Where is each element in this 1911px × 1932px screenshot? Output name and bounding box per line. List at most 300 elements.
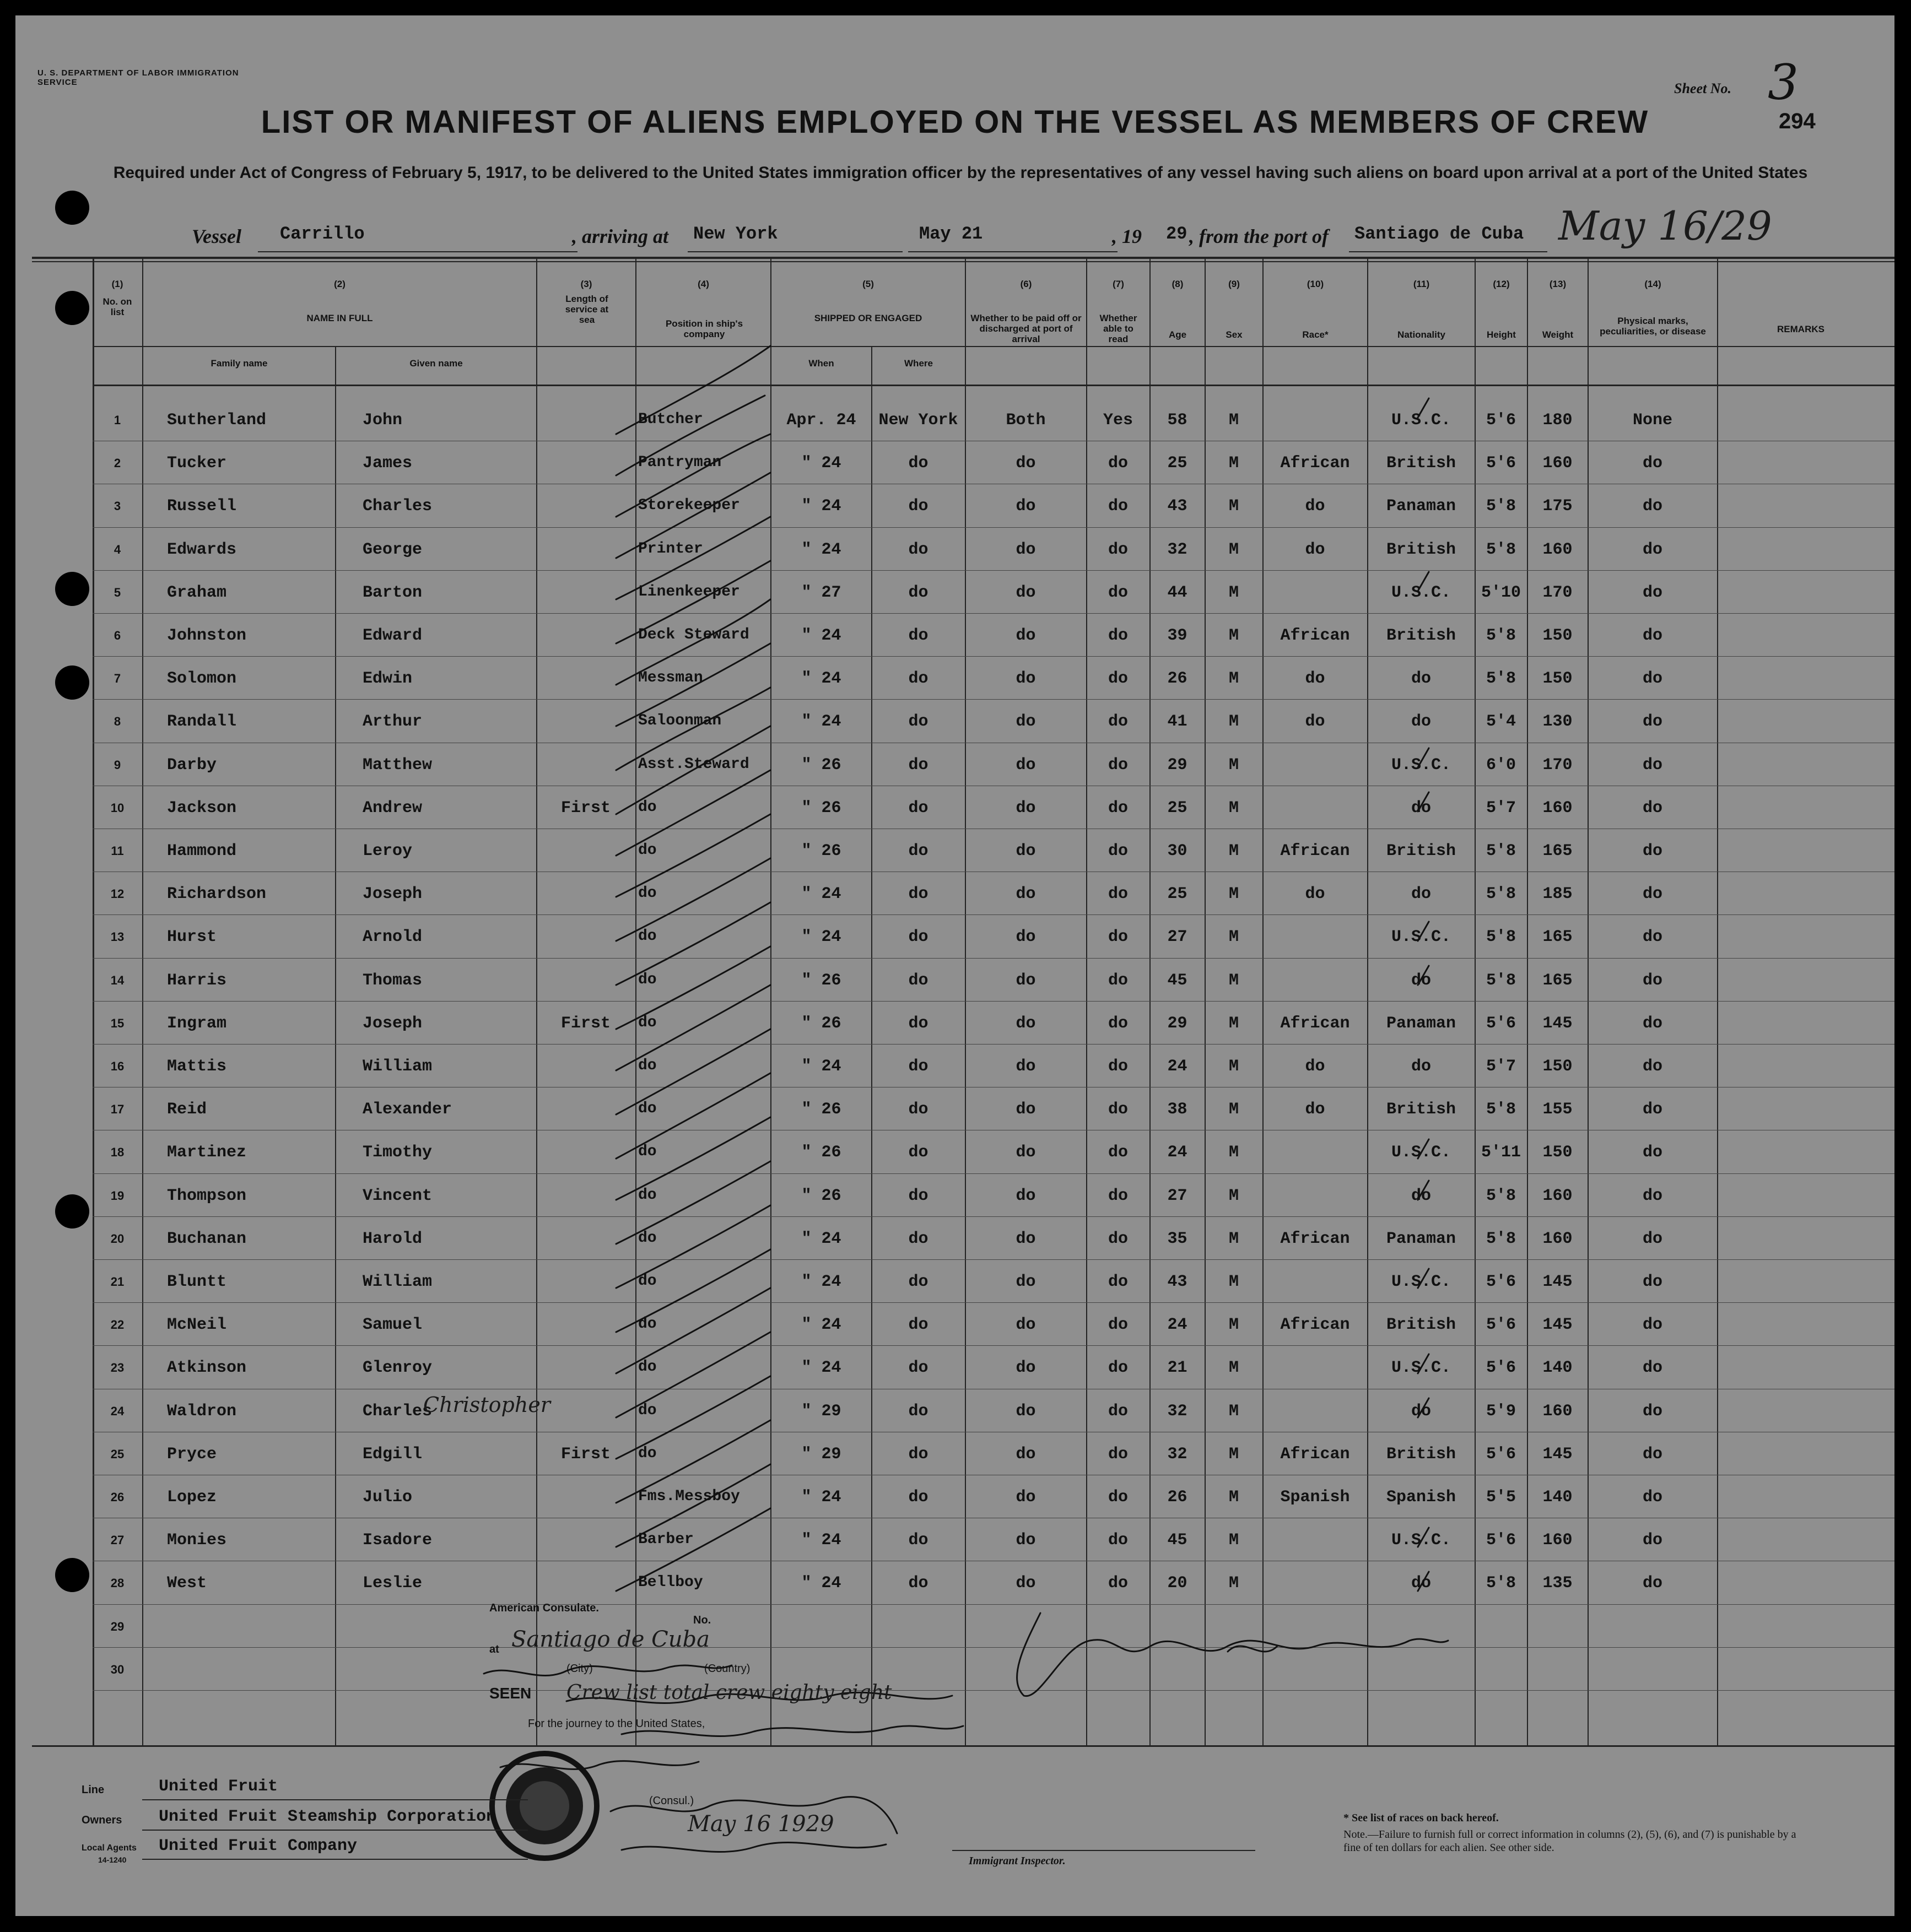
cell-family: Monies <box>167 1531 227 1550</box>
cell-position: do <box>638 885 657 902</box>
col3-header: Length of service at sea <box>565 294 609 325</box>
cell-family: Russell <box>167 497 237 516</box>
cell-given: Edward <box>363 626 423 645</box>
cell-read: do <box>1108 798 1128 818</box>
cell-when: " 26 <box>801 1100 841 1119</box>
cell-height: 5'8 <box>1486 626 1516 645</box>
cell-position: do <box>638 928 657 945</box>
cell-age: 25 <box>1167 885 1187 904</box>
row-number: 11 <box>111 844 124 858</box>
cell-age: 27 <box>1167 1186 1187 1205</box>
cell-position: Fms.Messboy <box>638 1488 740 1505</box>
cell-position: Printer <box>638 540 703 558</box>
cell-position: do <box>638 1359 657 1376</box>
cell-where: do <box>908 712 928 732</box>
cell-weight: 155 <box>1542 1100 1573 1119</box>
cell-where: do <box>908 755 928 775</box>
cell-when: " 24 <box>801 1316 841 1335</box>
cell-height: 5'6 <box>1486 411 1516 430</box>
col11-header: Nationality <box>1397 329 1445 340</box>
cell-paid: do <box>1016 1316 1036 1335</box>
row-number: 29 <box>110 1619 125 1633</box>
cell-paid: do <box>1016 712 1036 732</box>
col14-header: Physical marks, peculiarities, or disease <box>1600 316 1706 337</box>
cell-when: " 24 <box>801 1574 841 1593</box>
cell-nationality: do <box>1411 798 1431 818</box>
col2-number: (2) <box>334 279 346 289</box>
cell-family: Martinez <box>167 1143 247 1162</box>
cell-position: Deck Steward <box>638 626 749 643</box>
cell-nationality: Panaman <box>1386 1229 1456 1248</box>
cell-height: 5'6 <box>1486 1014 1516 1033</box>
cell-position: Saloonman <box>638 712 722 730</box>
cell-family: Randall <box>167 712 237 732</box>
cell-weight: 160 <box>1542 1401 1573 1421</box>
cell-family: Reid <box>167 1100 207 1119</box>
cell-read: do <box>1108 1100 1128 1119</box>
cell-paid: do <box>1016 1401 1036 1421</box>
cell-where: do <box>908 497 928 516</box>
cell-position: do <box>638 1100 657 1118</box>
cell-paid: do <box>1016 885 1036 904</box>
cell-paid: do <box>1016 583 1036 602</box>
cell-when: " 24 <box>801 712 841 732</box>
cell-paid: do <box>1016 1359 1036 1378</box>
cell-marks: do <box>1642 798 1662 818</box>
cell-age: 32 <box>1167 1401 1187 1421</box>
cell-height: 5'6 <box>1486 1273 1516 1291</box>
row-number: 17 <box>110 1102 125 1117</box>
row24-annotation: Christopher <box>423 1393 550 1417</box>
row-number: 14 <box>110 973 125 987</box>
cell-position: do <box>638 1186 657 1204</box>
cell-when: " 24 <box>801 669 841 689</box>
cell-given: Arthur <box>363 712 423 732</box>
row-number: 2 <box>114 456 121 470</box>
cell-marks: do <box>1642 1273 1662 1291</box>
row-number: 26 <box>110 1490 125 1504</box>
cell-position: do <box>638 1229 657 1247</box>
col3-number: (3) <box>580 279 592 289</box>
cell-nationality: British <box>1386 454 1456 473</box>
cell-when: " 24 <box>801 1229 841 1248</box>
col2a-header: Family name <box>210 358 268 369</box>
cell-height: 5'8 <box>1486 669 1516 689</box>
cell-when: " 24 <box>801 1273 841 1291</box>
cell-marks: do <box>1642 928 1662 947</box>
cell-sex: M <box>1228 1057 1239 1076</box>
col6-number: (6) <box>1020 279 1032 289</box>
cell-read: do <box>1108 1574 1128 1593</box>
cell-given: Timothy <box>363 1143 433 1162</box>
cell-read: do <box>1108 971 1128 990</box>
col2-header: NAME IN FULL <box>306 313 373 323</box>
cell-paid: do <box>1016 497 1036 516</box>
cell-read: do <box>1108 1273 1128 1291</box>
cell-service: First <box>560 798 611 818</box>
cell-family: Darby <box>167 755 217 775</box>
cell-read: do <box>1108 712 1128 732</box>
cell-given: Julio <box>363 1488 413 1507</box>
cell-weight: 170 <box>1542 755 1573 775</box>
cell-given: William <box>363 1057 433 1076</box>
cell-service: First <box>560 1444 611 1464</box>
footer-line-label: Line <box>82 1784 105 1796</box>
col4-header: Position in ship's company <box>665 318 743 339</box>
cell-age: 32 <box>1167 540 1187 559</box>
cell-where: do <box>908 1229 928 1248</box>
cell-marks: do <box>1642 1014 1662 1033</box>
cell-sex: M <box>1228 1229 1239 1248</box>
cell-weight: 160 <box>1542 540 1573 559</box>
cell-given: Thomas <box>363 971 423 990</box>
cell-given: Charles <box>363 1401 433 1421</box>
cell-when: " 26 <box>801 1186 841 1205</box>
cell-read: do <box>1108 842 1128 861</box>
cell-weight: 160 <box>1542 798 1573 818</box>
cell-service: First <box>560 1014 611 1033</box>
cell-given: George <box>363 540 423 559</box>
cell-age: 20 <box>1167 1574 1187 1593</box>
cell-marks: do <box>1642 1057 1662 1076</box>
cell-weight: 145 <box>1542 1273 1573 1291</box>
cell-family: Thompson <box>167 1186 247 1205</box>
cell-when: " 24 <box>801 928 841 947</box>
cell-marks: do <box>1642 1229 1662 1248</box>
cell-sex: M <box>1228 1574 1239 1593</box>
cell-where: do <box>908 626 928 645</box>
cell-when: " 26 <box>801 842 841 861</box>
cell-height: 5'8 <box>1486 1229 1516 1248</box>
consulate-no-label: No. <box>693 1614 711 1626</box>
cell-given: William <box>363 1273 433 1291</box>
row-number: 3 <box>114 499 121 513</box>
cell-when: " 24 <box>801 1359 841 1378</box>
cell-nationality: U.S.C. <box>1391 411 1451 430</box>
cell-weight: 170 <box>1542 583 1573 602</box>
cell-where: do <box>908 1574 928 1593</box>
cell-nationality: U.S.C. <box>1391 1273 1451 1291</box>
cell-age: 45 <box>1167 971 1187 990</box>
cell-read: do <box>1108 1143 1128 1162</box>
cell-sex: M <box>1228 1401 1239 1421</box>
cell-family: West <box>167 1574 207 1593</box>
cell-height: 5'7 <box>1486 798 1516 818</box>
cell-race: do <box>1305 669 1325 689</box>
col10-header: Race* <box>1302 329 1329 340</box>
agency-stamp: U. S. DEPARTMENT OF LABOR IMMIGRATION SERVICE <box>37 68 239 87</box>
cell-height: 5'7 <box>1486 1057 1516 1076</box>
cell-where: do <box>908 1057 928 1076</box>
row-number: 1 <box>114 413 121 427</box>
cell-where: do <box>908 454 928 473</box>
cell-read: do <box>1108 454 1128 473</box>
cell-race: do <box>1305 1100 1325 1119</box>
cell-sex: M <box>1228 798 1239 818</box>
cell-race: African <box>1280 1014 1350 1033</box>
cell-read: do <box>1108 1444 1128 1464</box>
cell-read: do <box>1108 583 1128 602</box>
cell-family: Richardson <box>167 885 267 904</box>
cell-weight: 150 <box>1542 669 1573 689</box>
cell-marks: do <box>1642 1359 1662 1378</box>
row-number: 5 <box>114 585 121 599</box>
cell-read: do <box>1108 1359 1128 1378</box>
vessel-name: Carrillo <box>280 224 365 244</box>
footer-agents-value: United Fruit Company <box>159 1837 358 1855</box>
cell-height: 5'8 <box>1486 497 1516 516</box>
cell-marks: do <box>1642 626 1662 645</box>
departure-port: Santiago de Cuba <box>1354 224 1524 244</box>
cell-paid: do <box>1016 1531 1036 1550</box>
cell-sex: M <box>1228 411 1239 430</box>
col8-number: (8) <box>1172 279 1184 289</box>
cell-given: Leslie <box>363 1574 423 1593</box>
cell-age: 26 <box>1167 1488 1187 1507</box>
cell-given: Charles <box>363 497 433 516</box>
cell-height: 5'8 <box>1486 540 1516 559</box>
cell-race: African <box>1280 626 1350 645</box>
cell-where: do <box>908 583 928 602</box>
cell-when: " 24 <box>801 1488 841 1507</box>
consulate-date-note: May 16 1929 <box>688 1811 834 1837</box>
from-label: , from the port of <box>1189 225 1329 247</box>
row-number: 27 <box>110 1533 125 1547</box>
cell-race: Spanish <box>1280 1488 1350 1507</box>
cell-sex: M <box>1228 1359 1239 1378</box>
col5-header: SHIPPED OR ENGAGED <box>814 313 922 323</box>
consulate-consul-label: (Consul.) <box>649 1795 694 1807</box>
cell-nationality: British <box>1386 626 1456 645</box>
cell-family: Sutherland <box>167 411 267 430</box>
cell-given: Joseph <box>363 885 423 904</box>
cell-height: 5'4 <box>1486 712 1516 732</box>
cell-sex: M <box>1228 842 1239 861</box>
cell-when: " 24 <box>801 626 841 645</box>
cell-race: do <box>1305 497 1325 516</box>
cell-age: 32 <box>1167 1444 1187 1464</box>
cell-position: do <box>638 1316 657 1333</box>
cell-race: do <box>1305 540 1325 559</box>
cell-when: " 29 <box>801 1401 841 1421</box>
cell-family: Graham <box>167 583 227 602</box>
cell-where: do <box>908 1531 928 1550</box>
footer-agents-label: Local Agents <box>82 1843 137 1853</box>
row-number: 20 <box>110 1231 125 1246</box>
cell-marks: do <box>1642 1531 1662 1550</box>
cell-marks: do <box>1642 1143 1662 1162</box>
row-number: 28 <box>110 1576 125 1590</box>
cell-nationality: U.S.C. <box>1391 1531 1451 1550</box>
col12-header: Height <box>1487 329 1516 340</box>
year-prefix: , 19 <box>1112 225 1142 247</box>
cell-position: do <box>638 842 657 859</box>
cell-when: " 26 <box>801 798 841 818</box>
consulate-seen-note: Crew list total crew eighty eight <box>566 1681 892 1704</box>
cell-nationality: U.S.C. <box>1391 1143 1451 1162</box>
cell-nationality: British <box>1386 842 1456 861</box>
cell-family: Solomon <box>167 669 237 689</box>
cell-marks: do <box>1642 540 1662 559</box>
consulate-seal-graphic <box>492 1754 597 1858</box>
cell-given: Joseph <box>363 1014 423 1033</box>
document-title: LIST OR MANIFEST OF ALIENS EMPLOYED ON THE VESSEL AS MEMBERS OF CREW <box>261 104 1649 140</box>
consulate-city-label: (City) <box>566 1663 593 1675</box>
col11-number: (11) <box>1413 279 1430 289</box>
cell-height: 5'8 <box>1486 885 1516 904</box>
cell-age: 29 <box>1167 755 1187 775</box>
cell-position: do <box>638 1143 657 1161</box>
cell-sex: M <box>1228 755 1239 775</box>
col5b-header: Where <box>904 358 933 369</box>
cell-paid: do <box>1016 798 1036 818</box>
cell-weight: 135 <box>1542 1574 1573 1593</box>
col4-number: (4) <box>698 279 709 289</box>
cell-paid: do <box>1016 540 1036 559</box>
cell-family: Jackson <box>167 798 237 818</box>
cell-position: do <box>638 1273 657 1290</box>
cell-paid: do <box>1016 928 1036 947</box>
cell-given: Harold <box>363 1229 423 1248</box>
cell-position: do <box>638 798 657 816</box>
cell-height: 5'9 <box>1486 1401 1516 1421</box>
cell-given: Matthew <box>363 755 433 775</box>
col1-number: (1) <box>111 279 123 289</box>
cell-marks: do <box>1642 497 1662 516</box>
cell-given: Edgill <box>363 1444 423 1464</box>
cell-read: do <box>1108 497 1128 516</box>
cell-nationality: U.S.C. <box>1391 755 1451 775</box>
cell-sex: M <box>1228 583 1239 602</box>
cell-sex: M <box>1228 626 1239 645</box>
footer-owners-value: United Fruit Steamship Corporation <box>159 1807 496 1826</box>
cell-nationality: British <box>1386 1316 1456 1335</box>
cell-read: do <box>1108 885 1128 904</box>
row-number: 10 <box>110 800 125 815</box>
cell-age: 30 <box>1167 842 1187 861</box>
cell-age: 38 <box>1167 1100 1187 1119</box>
cell-height: 5'6 <box>1486 1531 1516 1550</box>
cell-race: do <box>1305 1057 1325 1076</box>
cell-where: do <box>908 842 928 861</box>
cell-nationality: do <box>1411 1401 1431 1421</box>
cell-family: Ingram <box>167 1014 227 1033</box>
col14-number: (14) <box>1644 279 1661 289</box>
cell-nationality: U.S.C. <box>1391 1359 1451 1378</box>
cell-family: Johnston <box>167 626 247 645</box>
cell-weight: 165 <box>1542 842 1573 861</box>
cell-family: Buchanan <box>167 1229 247 1248</box>
cell-marks: do <box>1642 1100 1662 1119</box>
cell-paid: do <box>1016 1574 1036 1593</box>
cell-marks: do <box>1642 1316 1662 1335</box>
cell-sex: M <box>1228 497 1239 516</box>
cell-age: 25 <box>1167 454 1187 473</box>
cell-weight: 175 <box>1542 497 1573 516</box>
document-subtitle: Required under Act of Congress of February 5, 1917, to be delivered to the United States immigration officer by the representatives of any vessel having such aliens on board upon arrival at a port of the United States <box>113 164 1808 182</box>
row-number: 13 <box>110 930 125 944</box>
cell-position: Pantryman <box>638 454 722 472</box>
cell-nationality: do <box>1411 669 1431 689</box>
cell-height: 5'6 <box>1486 1444 1516 1464</box>
cell-age: 25 <box>1167 798 1187 818</box>
cell-family: Lopez <box>167 1488 217 1507</box>
vessel-label: Vessel <box>192 225 241 247</box>
cell-given: Andrew <box>363 798 423 818</box>
cell-weight: 150 <box>1542 1057 1573 1076</box>
cell-sex: M <box>1228 1531 1239 1550</box>
row-number: 12 <box>110 887 125 901</box>
cell-nationality: do <box>1411 885 1431 904</box>
cell-given: Arnold <box>363 928 423 947</box>
sheet-number: 3 <box>1768 54 1799 111</box>
col8-header: Age <box>1168 329 1187 340</box>
cell-family: Bluntt <box>167 1273 227 1291</box>
row-number: 16 <box>110 1059 125 1073</box>
cell-paid: Both <box>1006 411 1046 430</box>
cell-family: Hammond <box>167 842 237 861</box>
cell-read: do <box>1108 1014 1128 1033</box>
row-number: 7 <box>114 672 121 686</box>
cell-position: do <box>638 1057 657 1074</box>
cell-weight: 150 <box>1542 626 1573 645</box>
cell-height: 5'8 <box>1486 1100 1516 1119</box>
cell-weight: 185 <box>1542 885 1573 904</box>
cell-marks: do <box>1642 454 1662 473</box>
row-number: 22 <box>110 1318 125 1332</box>
consulate-seen-label: SEEN <box>489 1685 532 1702</box>
cell-marks: do <box>1642 1186 1662 1205</box>
cell-paid: do <box>1016 626 1036 645</box>
cell-read: do <box>1108 669 1128 689</box>
cell-sex: M <box>1228 454 1239 473</box>
cell-height: 5'6 <box>1486 1359 1516 1378</box>
cell-age: 24 <box>1167 1316 1187 1335</box>
cell-weight: 145 <box>1542 1014 1573 1033</box>
arriving-label: , arriving at <box>572 225 669 247</box>
cell-nationality: do <box>1411 1186 1431 1205</box>
cell-nationality: do <box>1411 712 1431 732</box>
cell-where: do <box>908 1359 928 1378</box>
cell-sex: M <box>1228 669 1239 689</box>
footer-owners-label: Owners <box>82 1814 122 1826</box>
cell-weight: 150 <box>1542 1143 1573 1162</box>
cell-paid: do <box>1016 1488 1036 1507</box>
cell-sex: M <box>1228 540 1239 559</box>
cell-weight: 145 <box>1542 1444 1573 1464</box>
cell-marks: do <box>1642 583 1662 602</box>
cell-family: McNeil <box>167 1316 227 1335</box>
cell-where: do <box>908 1488 928 1507</box>
col7-number: (7) <box>1113 279 1124 289</box>
col6-header: Whether to be paid off or discharged at port of arrival <box>970 313 1082 344</box>
cell-given: Vincent <box>363 1186 433 1205</box>
col7-header: Whether able to read <box>1099 313 1137 344</box>
cell-family: Harris <box>167 971 227 990</box>
cell-paid: do <box>1016 454 1036 473</box>
cell-marks: do <box>1642 1488 1662 1507</box>
cell-read: do <box>1108 626 1128 645</box>
cell-sex: M <box>1228 1100 1239 1119</box>
cell-weight: 140 <box>1542 1488 1573 1507</box>
cell-age: 44 <box>1167 583 1187 602</box>
cell-family: Waldron <box>167 1401 237 1421</box>
cell-height: 5'8 <box>1486 971 1516 990</box>
cell-nationality: U.S.C. <box>1391 928 1451 947</box>
cell-height: 6'0 <box>1486 755 1516 775</box>
row-number: 25 <box>110 1447 125 1461</box>
cell-nationality: Panaman <box>1386 1014 1456 1033</box>
